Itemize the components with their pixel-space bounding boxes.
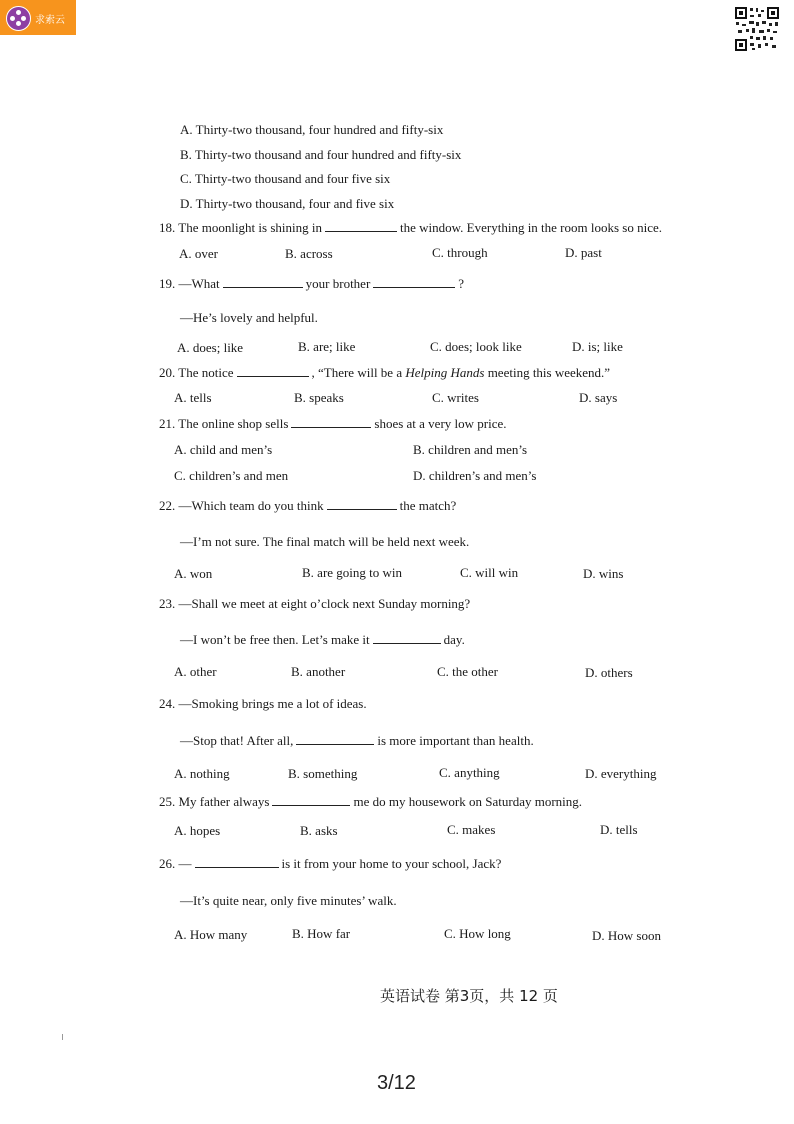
q25-option-c: C. makes (447, 822, 496, 837)
q21-option-b: B. children and men’s (413, 442, 528, 457)
q22-option-a: A. won (174, 566, 213, 581)
q22-option-c: C. will win (460, 565, 519, 580)
q20-italic-term: Helping Hands (405, 365, 485, 380)
q21-stem-pre: 21. The online shop sells (159, 416, 289, 431)
page-indicator: 3/12 (377, 1072, 416, 1094)
q19-stem-end: ? (458, 276, 465, 291)
q18-option-a: A. over (179, 246, 218, 261)
q25-option-a: A. hopes (174, 823, 221, 838)
q20-option-d: D. says (579, 390, 618, 405)
q22-stem-pre: 22. —Which team do you think (159, 498, 324, 513)
answer-blank (195, 866, 279, 868)
q17-option-d: D. Thirty-two thousand, four and five six (180, 196, 395, 211)
q24-option-a: A. nothing (174, 766, 230, 781)
q19-option-b: B. are; like (298, 339, 356, 354)
answer-blank (325, 230, 397, 232)
q20-option-b: B. speaks (294, 390, 344, 405)
q24-reply-post: is more important than health. (377, 733, 534, 748)
q26-reply: —It’s quite near, only five minutes’ walk. (180, 893, 397, 908)
q23-option-d: D. others (585, 665, 633, 680)
qr-code-icon (734, 6, 780, 52)
q22-reply: —I’m not sure. The final match will be held next week. (180, 534, 470, 549)
q17-option-a: A. Thirty-two thousand, four hundred and fifty-six (180, 122, 444, 137)
answer-blank (373, 286, 455, 288)
q18-stem-post: the window. Everything in the room looks so nice. (400, 220, 663, 235)
question-24: 24. —Smoking brings me a lot of ideas. (159, 696, 367, 711)
q19-reply: —He’s lovely and helpful. (180, 310, 318, 325)
q23-reply (180, 632, 465, 648)
flower-icon (6, 6, 31, 31)
q21-option-c: C. children’s and men (174, 468, 289, 483)
answer-blank (291, 426, 371, 428)
q26-option-d: D. How soon (592, 928, 661, 943)
q20-option-c: C. writes (432, 390, 479, 405)
answer-blank (373, 642, 441, 644)
question-23: 23. —Shall we meet at eight o’clock next Sunday morning? (159, 596, 471, 611)
q20-stem-pre: 20. The notice (159, 365, 234, 380)
q24-option-d: D. everything (585, 766, 657, 781)
page-footer: 英语试卷 第3页，共 12 页 (380, 987, 558, 1005)
q26-stem-post: is it from your home to your school, Jack? (281, 856, 502, 871)
answer-blank (223, 286, 303, 288)
question-26 (159, 856, 501, 872)
answer-blank (327, 508, 397, 510)
q17-option-c: C. Thirty-two thousand and four five six (180, 171, 391, 186)
q26-stem-pre: 26. — (159, 856, 192, 871)
q23-option-a: A. other (174, 664, 217, 679)
q20-option-a: A. tells (174, 390, 212, 405)
q26-option-a: A. How many (174, 927, 248, 942)
q19-option-c: C. does; look like (430, 339, 522, 354)
q23-reply-pre: —I won’t be free then. Let’s make it (180, 632, 370, 647)
question-20 (159, 365, 610, 381)
q25-option-d: D. tells (600, 822, 638, 837)
q26-option-b: B. How far (292, 926, 351, 941)
q25-option-b: B. asks (300, 823, 338, 838)
q18-option-b: B. across (285, 246, 333, 261)
q17-option-b: B. Thirty-two thousand and four hundred and fifty-six (180, 147, 462, 162)
q19-option-a: A. does; like (177, 340, 244, 355)
q19-option-d: D. is; like (572, 339, 623, 354)
question-22 (159, 498, 456, 514)
answer-blank (272, 804, 350, 806)
q23-option-b: B. another (291, 664, 346, 679)
q18-option-d: D. past (565, 245, 602, 260)
q19-stem-mid: your brother (305, 276, 371, 291)
answer-blank (237, 375, 309, 377)
q20-stem-post: meeting this weekend.” (487, 365, 611, 380)
q24-option-b: B. something (288, 766, 358, 781)
q19-stem-pre: 19. —What (159, 276, 220, 291)
q25-stem-post: me do my housework on Saturday morning. (353, 794, 583, 809)
answer-blank (296, 743, 374, 745)
q23-reply-post: day. (443, 632, 465, 647)
q26-option-c: C. How long (444, 926, 511, 941)
q21-stem-post: shoes at a very low price. (374, 416, 507, 431)
logo-badge (0, 0, 76, 35)
q25-stem-pre: 25. My father always (159, 794, 270, 809)
q18-stem-pre: 18. The moonlight is shining in (159, 220, 322, 235)
q21-option-a: A. child and men’s (174, 442, 273, 457)
q20-stem-mid: , “There will be a (311, 365, 403, 380)
q21-option-d: D. children’s and men’s (413, 468, 537, 483)
q24-reply (180, 733, 534, 749)
q22-option-d: D. wins (583, 566, 624, 581)
question-18 (159, 220, 662, 236)
q24-reply-pre: —Stop that! After all, (180, 733, 294, 748)
question-19 (159, 276, 464, 292)
q22-option-b: B. are going to win (302, 565, 403, 580)
scan-mark (62, 1034, 63, 1040)
q24-option-c: C. anything (439, 765, 500, 780)
logo-text: 求索云 (35, 15, 65, 26)
q22-stem-post: the match? (399, 498, 457, 513)
question-21 (159, 416, 507, 432)
q18-option-c: C. through (432, 245, 488, 260)
question-25 (159, 794, 582, 810)
q23-option-c: C. the other (437, 664, 499, 679)
